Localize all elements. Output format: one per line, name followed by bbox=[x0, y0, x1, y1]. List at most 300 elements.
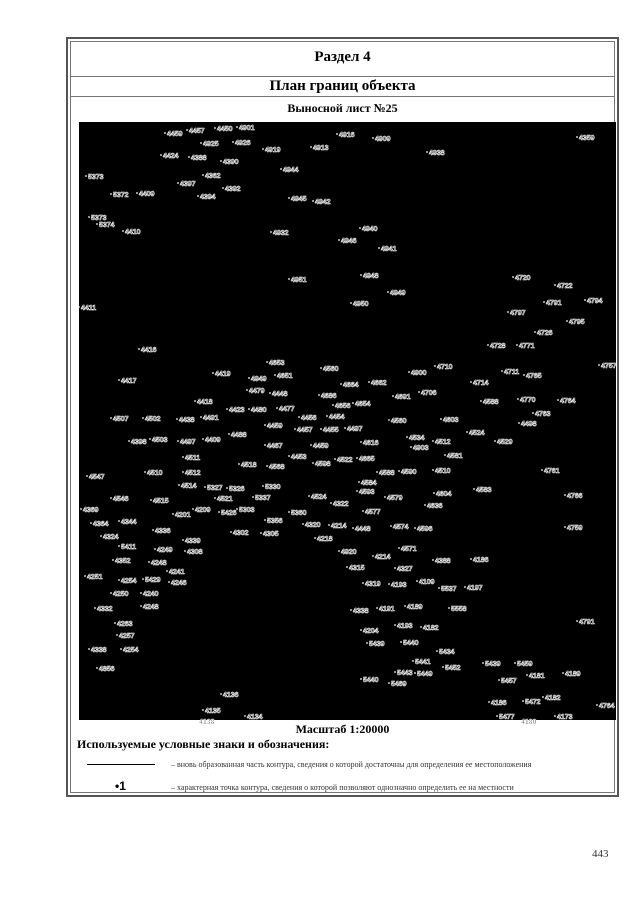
map-point-4726 bbox=[534, 330, 553, 337]
map-point-4459 bbox=[264, 423, 283, 430]
map-point-label: 4706 bbox=[421, 390, 437, 397]
map-point-marker bbox=[96, 223, 98, 225]
map-point-label: 4524 bbox=[311, 494, 327, 501]
map-point-4583 bbox=[473, 487, 492, 494]
map-point-4691 bbox=[392, 394, 411, 401]
map-point-marker bbox=[436, 650, 438, 652]
map-point-label: 4764 bbox=[599, 703, 615, 710]
map-point-4191 bbox=[376, 606, 395, 613]
map-point-label: 4571 bbox=[401, 546, 417, 553]
map-point-4763 bbox=[532, 411, 551, 418]
map-point-label: 4941 bbox=[381, 246, 397, 253]
map-point-label: 4409 bbox=[139, 191, 155, 198]
map-point-label: 4324 bbox=[103, 534, 119, 541]
map-point-marker bbox=[480, 400, 482, 402]
map-point-4448 bbox=[352, 526, 371, 533]
map-point-marker bbox=[270, 231, 272, 233]
map-point-4916 bbox=[336, 132, 355, 139]
map-point-label: 4336 bbox=[155, 528, 171, 535]
map-point-marker bbox=[523, 374, 525, 376]
map-point-label: 4521 bbox=[217, 496, 233, 503]
map-point-marker bbox=[384, 496, 386, 498]
map-point-label: 4534 bbox=[409, 435, 425, 442]
map-point-marker bbox=[410, 446, 412, 448]
map-point-4394 bbox=[197, 194, 216, 201]
map-point-4214 bbox=[372, 554, 391, 561]
map-point-4764 bbox=[557, 398, 576, 405]
map-point-label: 4529 bbox=[497, 439, 513, 446]
map-point-label: 4364 bbox=[93, 521, 109, 528]
map-point-4249 bbox=[154, 547, 173, 554]
map-point-4791 bbox=[543, 300, 562, 307]
map-point-label: 4593 bbox=[359, 489, 375, 496]
map-point-4654 bbox=[352, 401, 371, 408]
map-point-5337 bbox=[252, 495, 271, 502]
map-point-marker bbox=[340, 383, 342, 385]
map-point-label: 4766 bbox=[567, 493, 583, 500]
map-point-5558 bbox=[448, 606, 467, 613]
map-point-4459 bbox=[164, 131, 183, 138]
map-point-marker bbox=[482, 662, 484, 664]
map-point-5469 bbox=[388, 681, 407, 688]
map-point-4423 bbox=[226, 407, 245, 414]
map-point-4497 bbox=[344, 426, 363, 433]
map-point-label: 4136 bbox=[223, 692, 239, 699]
frame-inner bbox=[70, 41, 615, 793]
map-point-label: 4197 bbox=[467, 585, 483, 592]
map-point-5330 bbox=[262, 484, 281, 491]
map-point-label: 4588 bbox=[379, 470, 395, 477]
map-point-label: 5443 bbox=[397, 670, 413, 677]
map-point-label: 4457 bbox=[189, 128, 205, 135]
map-point-label: 4560 bbox=[323, 366, 339, 373]
map-point-marker bbox=[404, 605, 406, 607]
map-point-4665 bbox=[356, 456, 375, 463]
map-point-label: 4491 bbox=[203, 415, 219, 422]
map-point-marker bbox=[236, 126, 238, 128]
map-point-label: 5337 bbox=[255, 495, 271, 502]
map-point-4181 bbox=[526, 673, 545, 680]
map-point-label: 4302 bbox=[233, 530, 249, 537]
map-point-marker bbox=[177, 440, 179, 442]
map-point-4577 bbox=[362, 509, 381, 516]
map-point-5439 bbox=[366, 641, 385, 648]
map-point-label: 4577 bbox=[365, 509, 381, 516]
map-point-marker bbox=[178, 484, 180, 486]
map-point-4456 bbox=[298, 415, 317, 422]
map-point-label: 4498 bbox=[521, 421, 537, 428]
map-point-4950 bbox=[350, 301, 369, 308]
map-point-label: 4502 bbox=[145, 416, 161, 423]
map-point-marker bbox=[264, 424, 266, 426]
map-point-5426 bbox=[218, 510, 237, 517]
map-point-label: 4512 bbox=[435, 439, 451, 446]
map-point-4949 bbox=[387, 290, 406, 297]
boundary-map bbox=[79, 122, 617, 726]
map-point-marker bbox=[328, 524, 330, 526]
map-point-marker bbox=[110, 592, 112, 594]
map-point-label: 4392 bbox=[225, 186, 241, 193]
map-point-label: 4182 bbox=[423, 625, 439, 632]
map-point-label: 4459 bbox=[267, 423, 283, 430]
map-point-4942 bbox=[312, 199, 331, 206]
map-point-marker bbox=[140, 605, 142, 607]
map-point-marker bbox=[318, 394, 320, 396]
map-point-label: 4797 bbox=[510, 310, 526, 317]
map-point-marker bbox=[434, 365, 436, 367]
map-point-marker bbox=[320, 428, 322, 430]
map-point-label: 4409 bbox=[205, 437, 221, 444]
map-point-label: 4138 bbox=[199, 719, 215, 726]
map-point-marker bbox=[470, 558, 472, 560]
map-point-marker bbox=[360, 274, 362, 276]
map-point-4324 bbox=[100, 534, 119, 541]
map-point-label: 4503 bbox=[152, 437, 168, 444]
map-point-4308 bbox=[184, 549, 203, 556]
map-point-marker bbox=[264, 519, 266, 521]
map-point-label: 4479 bbox=[249, 388, 265, 395]
map-point-4109 bbox=[416, 579, 435, 586]
map-point-label: 5356 bbox=[267, 518, 283, 525]
map-point-4797 bbox=[507, 310, 526, 317]
map-point-marker bbox=[326, 415, 328, 417]
map-point-marker bbox=[372, 555, 374, 557]
map-point-label: 5330 bbox=[265, 484, 281, 491]
map-point-4417 bbox=[118, 378, 137, 385]
map-point-4720 bbox=[512, 275, 531, 282]
map-point-4457 bbox=[294, 427, 313, 434]
map-point-marker bbox=[442, 666, 444, 668]
map-point-4263 bbox=[114, 621, 133, 628]
map-point-4766 bbox=[564, 493, 583, 500]
map-point-marker bbox=[262, 148, 264, 150]
map-point-marker bbox=[464, 586, 466, 588]
map-point-marker bbox=[222, 187, 224, 189]
map-point-label: 4218 bbox=[317, 536, 333, 543]
map-point-4424 bbox=[160, 153, 179, 160]
map-point-4204 bbox=[360, 628, 379, 635]
map-point-label: 4722 bbox=[557, 283, 573, 290]
map-point-4512 bbox=[432, 439, 451, 446]
map-point-4932 bbox=[270, 230, 289, 237]
map-point-label: 4398 bbox=[131, 439, 147, 446]
map-point-marker bbox=[226, 408, 228, 410]
map-point-label: 4214 bbox=[331, 523, 347, 530]
map-point-label: 4193 bbox=[391, 582, 407, 589]
map-point-4547 bbox=[86, 474, 105, 481]
map-point-marker bbox=[202, 709, 204, 711]
map-point-label: 5439 bbox=[369, 641, 385, 648]
map-point-label: 4254 bbox=[123, 647, 139, 654]
map-point-4338 bbox=[350, 608, 369, 615]
map-point-marker bbox=[448, 607, 450, 609]
map-point-4338 bbox=[88, 647, 107, 654]
map-point-marker bbox=[110, 193, 112, 195]
map-point-marker bbox=[228, 433, 230, 435]
map-point-marker bbox=[426, 151, 428, 153]
map-point-label: 4497 bbox=[180, 439, 196, 446]
map-point-4193 bbox=[388, 582, 407, 589]
map-point-marker bbox=[598, 364, 600, 366]
map-point-4588 bbox=[480, 399, 499, 406]
map-point-marker bbox=[432, 469, 434, 471]
map-point-label: 4338 bbox=[91, 647, 107, 654]
map-point-4409 bbox=[202, 437, 221, 444]
map-point-4771 bbox=[516, 343, 535, 350]
map-point-label: 4728 bbox=[490, 343, 506, 350]
map-point-marker bbox=[138, 348, 140, 350]
map-point-4662 bbox=[368, 380, 387, 387]
map-point-4319 bbox=[362, 581, 381, 588]
map-point-4189 bbox=[404, 604, 423, 611]
map-point-label: 4344 bbox=[121, 519, 137, 526]
map-point-4706 bbox=[418, 390, 437, 397]
map-point-marker bbox=[368, 381, 370, 383]
map-point-marker bbox=[110, 497, 112, 499]
map-point-marker bbox=[288, 197, 290, 199]
map-point-label: 5373 bbox=[91, 215, 107, 222]
map-point-marker bbox=[142, 417, 144, 419]
map-point-marker bbox=[312, 200, 314, 202]
map-point-label: 4710 bbox=[437, 364, 453, 371]
map-point-marker bbox=[338, 239, 340, 241]
map-point-label: 4616 bbox=[363, 440, 379, 447]
map-point-marker bbox=[398, 470, 400, 472]
map-point-label: 5434 bbox=[439, 649, 455, 656]
map-point-5459 bbox=[514, 661, 533, 668]
map-point-marker bbox=[394, 624, 396, 626]
map-point-label: 4459 bbox=[167, 131, 183, 138]
map-point-label: 4560 bbox=[391, 418, 407, 425]
map-point-5440 bbox=[400, 640, 419, 647]
map-point-4791 bbox=[576, 619, 595, 626]
map-point-5440 bbox=[360, 677, 379, 684]
map-point-marker bbox=[388, 682, 390, 684]
map-point-4510 bbox=[432, 468, 451, 475]
map-point-marker bbox=[294, 428, 296, 430]
map-point-4616 bbox=[360, 440, 379, 447]
map-point-marker bbox=[269, 392, 271, 394]
map-point-marker bbox=[192, 508, 194, 510]
map-point-4218 bbox=[314, 536, 333, 543]
map-point-marker bbox=[346, 566, 348, 568]
map-point-4534 bbox=[406, 435, 425, 442]
map-point-marker bbox=[362, 582, 364, 584]
map-point-marker bbox=[200, 142, 202, 144]
map-point-4951 bbox=[288, 277, 307, 284]
map-point-marker bbox=[488, 701, 490, 703]
map-point-marker bbox=[246, 389, 248, 391]
map-point-4653 bbox=[266, 360, 285, 367]
map-point-label: 5360 bbox=[291, 510, 307, 517]
map-point-label: 4186 bbox=[473, 557, 489, 564]
map-point-marker bbox=[378, 247, 380, 249]
map-point-4186 bbox=[488, 700, 507, 707]
map-point-4560 bbox=[320, 366, 339, 373]
map-point-label: 4241 bbox=[169, 569, 185, 576]
map-point-5452 bbox=[442, 665, 461, 672]
map-point-4757 bbox=[598, 363, 617, 370]
map-point-label: 4186 bbox=[491, 700, 507, 707]
map-point-4903 bbox=[410, 445, 429, 452]
map-point-label: 4397 bbox=[180, 181, 196, 188]
map-point-4453 bbox=[288, 454, 307, 461]
map-point-marker bbox=[266, 465, 268, 467]
map-point-marker bbox=[194, 400, 196, 402]
map-point-label: 4338 bbox=[353, 608, 369, 615]
map-point-marker bbox=[473, 488, 475, 490]
boundary-point-symbol: •1 bbox=[115, 779, 126, 793]
legend-item-boundary-point bbox=[71, 779, 614, 797]
map-point-marker bbox=[149, 438, 151, 440]
map-point-label: 4944 bbox=[283, 167, 299, 174]
map-point-marker bbox=[532, 412, 534, 414]
map-point-label: 4173 bbox=[557, 714, 573, 721]
map-point-marker bbox=[212, 372, 214, 374]
map-point-4901 bbox=[236, 125, 255, 132]
map-point-5372 bbox=[110, 192, 129, 199]
map-point-label: 4948 bbox=[363, 273, 379, 280]
map-point-label: 5303 bbox=[239, 507, 255, 514]
map-point-label: 4950 bbox=[353, 301, 369, 308]
map-point-5449 bbox=[414, 671, 433, 678]
map-point-label: 4448 bbox=[272, 391, 288, 398]
map-point-label: 4454 bbox=[329, 414, 345, 421]
map-point-marker bbox=[232, 141, 234, 143]
map-point-label: 4459 bbox=[313, 443, 329, 450]
map-point-4514 bbox=[178, 483, 197, 490]
map-point-4945 bbox=[288, 196, 307, 203]
map-point-label: 4390 bbox=[223, 159, 239, 166]
map-point-label: 4584 bbox=[361, 480, 377, 487]
map-point-marker bbox=[176, 418, 178, 420]
map-point-marker bbox=[80, 508, 82, 510]
map-point-marker bbox=[554, 284, 556, 286]
map-point-marker bbox=[394, 671, 396, 673]
map-point-4186 bbox=[470, 557, 489, 564]
map-point-4246 bbox=[168, 580, 187, 587]
map-point-label: 4388 bbox=[435, 558, 451, 565]
map-point-label: 4339 bbox=[185, 538, 201, 545]
map-point-marker bbox=[518, 422, 520, 424]
map-point-4362 bbox=[202, 173, 221, 180]
map-point-marker bbox=[96, 667, 98, 669]
map-point-marker bbox=[118, 379, 120, 381]
sheet-title: Выносной лист №25 bbox=[287, 101, 398, 115]
map-point-4651 bbox=[274, 373, 293, 380]
map-point-marker bbox=[244, 715, 246, 717]
map-point-marker bbox=[501, 370, 503, 372]
map-point-marker bbox=[116, 634, 118, 636]
map-point-4497 bbox=[177, 439, 196, 446]
map-point-label: 4714 bbox=[473, 380, 489, 387]
map-point-marker bbox=[100, 535, 102, 537]
map-point-4457 bbox=[186, 128, 205, 135]
map-point-label: 4515 bbox=[153, 498, 169, 505]
map-point-label: 4574 bbox=[393, 524, 409, 531]
map-point-4581 bbox=[444, 453, 463, 460]
map-point-label: 4604 bbox=[436, 491, 452, 498]
map-point-4189 bbox=[562, 671, 581, 678]
map-point-label: 5429 bbox=[145, 577, 161, 584]
map-point-marker bbox=[366, 642, 368, 644]
map-point-4369 bbox=[80, 507, 99, 514]
map-point-label: 4949 bbox=[251, 376, 267, 383]
map-point-marker bbox=[314, 537, 316, 539]
map-point-marker bbox=[226, 487, 228, 489]
map-point-marker bbox=[197, 195, 199, 197]
map-point-marker bbox=[576, 136, 578, 138]
map-point-label: 4180 bbox=[521, 719, 537, 726]
map-point-marker bbox=[416, 580, 418, 582]
map-point-marker bbox=[398, 547, 400, 549]
map-point-marker bbox=[356, 490, 358, 492]
map-point-marker bbox=[356, 457, 358, 459]
map-point-5373 bbox=[88, 215, 107, 222]
map-point-marker bbox=[334, 458, 336, 460]
map-point-marker bbox=[110, 417, 112, 419]
map-point-marker bbox=[288, 455, 290, 457]
map-point-label: 5439 bbox=[485, 661, 501, 668]
map-point-label: 4757 bbox=[601, 363, 617, 370]
map-point-label: 4656 bbox=[335, 403, 351, 410]
map-point-marker bbox=[360, 441, 362, 443]
map-point-4524 bbox=[308, 494, 327, 501]
map-point-marker bbox=[85, 175, 87, 177]
map-point-marker bbox=[350, 302, 352, 304]
map-point-label: 4903 bbox=[413, 445, 429, 452]
page-number: 443 bbox=[592, 848, 609, 860]
map-point-label: 4249 bbox=[157, 547, 173, 554]
map-point-marker bbox=[376, 471, 378, 473]
map-point-marker bbox=[562, 672, 564, 674]
map-point-4209 bbox=[192, 507, 211, 514]
map-point-label: 5449 bbox=[417, 671, 433, 678]
map-point-label: 4951 bbox=[291, 277, 307, 284]
map-point-label: 4448 bbox=[355, 526, 371, 533]
map-point-marker bbox=[204, 486, 206, 488]
map-point-4711 bbox=[501, 369, 519, 376]
page-frame bbox=[66, 37, 619, 797]
boundary-map-canvas bbox=[79, 122, 617, 726]
map-point-4173 bbox=[554, 714, 573, 721]
map-point-5327 bbox=[204, 485, 223, 492]
map-point-marker bbox=[172, 513, 174, 515]
map-point-label: 4916 bbox=[339, 132, 355, 139]
map-point-4949 bbox=[248, 376, 267, 383]
map-point-label: 4352 bbox=[115, 558, 131, 565]
map-point-label: 4240 bbox=[143, 591, 159, 598]
map-point-marker bbox=[230, 531, 232, 533]
map-point-label: 5373 bbox=[88, 174, 104, 181]
map-point-4900 bbox=[408, 370, 427, 377]
map-point-5477 bbox=[496, 714, 515, 721]
legend-title: Используемые условные знаки и обозначения: bbox=[77, 737, 330, 751]
map-point-label: 4524 bbox=[469, 430, 485, 437]
map-point-marker bbox=[526, 674, 528, 676]
map-point-label: 4411 bbox=[81, 305, 97, 312]
map-point-4603 bbox=[440, 417, 459, 424]
map-point-label: 5558 bbox=[451, 606, 467, 613]
map-point-marker bbox=[280, 168, 282, 170]
map-point-label: 4581 bbox=[447, 453, 463, 460]
map-point-label: 4246 bbox=[171, 580, 187, 587]
map-point-marker bbox=[182, 471, 184, 473]
map-point-marker bbox=[408, 371, 410, 373]
map-point-label: 4423 bbox=[229, 407, 245, 414]
map-point-marker bbox=[338, 550, 340, 552]
map-point-4254 bbox=[120, 647, 139, 654]
